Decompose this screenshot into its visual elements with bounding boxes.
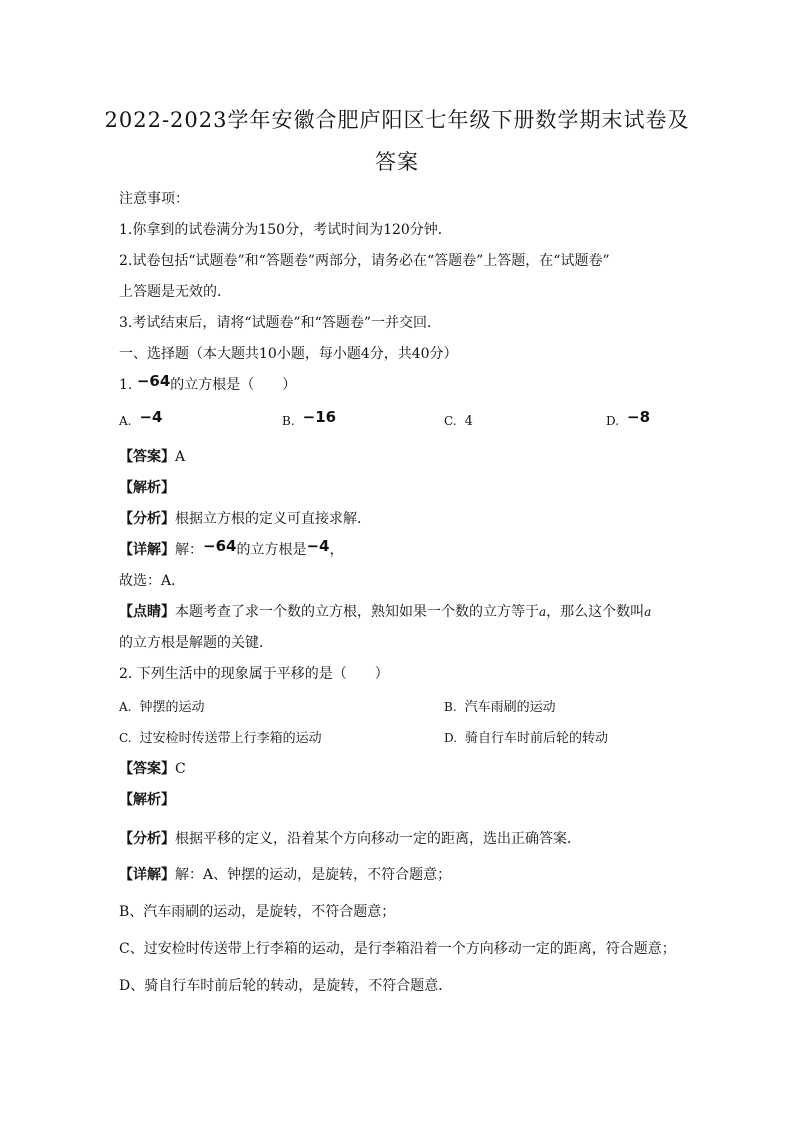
question-2-stem: 2. 下列生活中的现象属于平移的是（ ） (119, 666, 389, 682)
question-2-detail-b: B、汽车雨刷的运动，是旋转，不符合题意； (119, 904, 396, 920)
question-1-answer: 【答案】A (119, 449, 186, 465)
question-2-analysis-tag: 【解析】 (119, 792, 175, 808)
question-1-option-d: D. −8 (606, 408, 651, 428)
question-2-answer: 【答案】C (119, 761, 186, 777)
question-1-stem (119, 374, 296, 394)
question-1-comment: 【点睛】本题考查了求一个数的立方根，熟知如果一个数的立方等于a，那么这个数叫a (119, 604, 652, 620)
question-2-option-a: A. 钟摆的运动 (119, 700, 205, 715)
question-1-option-c: C. 4 (444, 414, 473, 429)
document-title-line1: 2022-2023学年安徽合肥庐阳区七年级下册数学期末试卷及 (104, 108, 690, 132)
question-1-number: 1. (119, 377, 133, 393)
document-title-line2: 答案 (375, 150, 419, 174)
question-1-comment-cont: 的立方根是解题的关键． (119, 635, 273, 651)
question-1-fenxi: 【分析】根据立方根的定义可直接求解． (119, 511, 371, 527)
notice-item-2b: 上答题是无效的． (119, 284, 231, 300)
question-1-option-a: A. −4 (119, 408, 163, 428)
notice-item-3: 3.考试结束后，请将“试题卷”和“答题卷”一并交回． (119, 315, 441, 331)
question-1-choose: 故选：A． (119, 573, 186, 589)
question-2-fenxi: 【分析】根据平移的定义，沿着某个方向移动一定的距离，选出正确答案． (119, 831, 581, 847)
question-2-option-c: C. 过安检时传送带上行李箱的运动 (119, 731, 322, 746)
question-2-option-b: B. 汽车雨刷的运动 (444, 700, 556, 715)
question-1-stem-text: 的立方根是（ ） (170, 377, 297, 393)
question-1-analysis-tag: 【解析】 (119, 480, 175, 496)
question-2-detail: 【详解】解：A、钟摆的运动，是旋转，不符合题意； (119, 867, 452, 883)
section-heading: 一、选择题（本大题共10小题，每小题4分，共40分） (119, 346, 458, 362)
question-2-detail-c: C、过安检时传送带上行李箱的运动，是行李箱沿着一个方向移动一定的距离，符合题意； (119, 941, 676, 957)
question-2-detail-d: D、骑自行车时前后轮的转动，是旋转，不符合题意． (119, 978, 453, 994)
question-1-expression: −64 (136, 372, 171, 390)
question-1-detail: 【详解】解：−64的立方根是−4， (119, 537, 344, 558)
notice-item-1: 1.你拿到的试卷满分为150分，考试时间为120分钟． (119, 222, 452, 238)
question-2-option-d: D. 骑自行车时前后轮的转动 (444, 731, 609, 746)
notice-heading: 注意事项： (119, 191, 189, 207)
question-1-option-b: B. −16 (282, 408, 337, 428)
notice-item-2a: 2.试卷包括“试题卷”和“答题卷”两部分，请务必在“答题卷”上答题，在“试题卷” (119, 253, 610, 269)
